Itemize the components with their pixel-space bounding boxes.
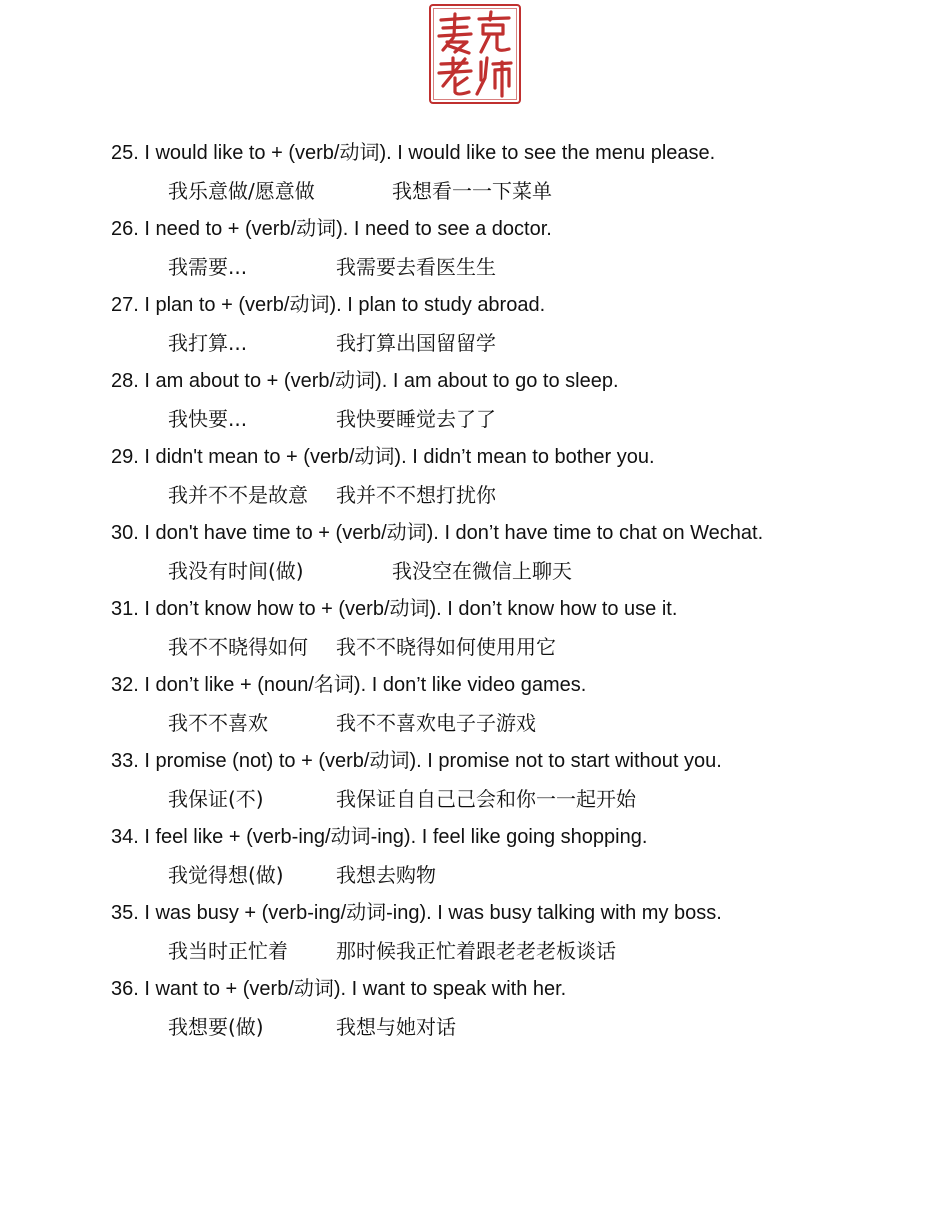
example-zh: 我保证自自己己会和你一一起开始	[336, 787, 636, 811]
pattern-text: I don’t know how to + (verb/动词).	[144, 598, 442, 620]
item-number: 34.	[111, 826, 139, 848]
pattern-line	[111, 214, 552, 244]
item-number: 32.	[111, 674, 139, 696]
pattern-line	[111, 366, 619, 396]
example-zh: 我没空在微信上聊天	[392, 559, 572, 583]
item-number: 30.	[111, 522, 139, 544]
example-text: I promise not to start without you.	[427, 750, 722, 772]
meaning-zh: 我保证(不)	[168, 787, 264, 811]
list-item	[111, 670, 911, 746]
pattern-text: I need to + (verb/动词).	[144, 218, 349, 240]
example-text: I didn’t mean to bother you.	[412, 446, 655, 468]
pattern-text: I feel like + (verb-ing/动词-ing).	[144, 826, 417, 848]
list-item	[111, 822, 911, 898]
list-item	[111, 290, 911, 366]
item-number: 33.	[111, 750, 139, 772]
pattern-line	[111, 442, 655, 472]
example-zh: 我想与她对话	[336, 1015, 456, 1039]
pattern-text: I would like to + (verb/动词).	[144, 142, 392, 164]
item-number: 28.	[111, 370, 139, 392]
list-item	[111, 518, 911, 594]
example-text: I want to speak with her.	[351, 978, 567, 1000]
example-zh: 我不不晓得如何使用用它	[336, 635, 556, 659]
example-text: I am about to go to sleep.	[392, 370, 619, 392]
meaning-zh: 我觉得想(做)	[168, 863, 284, 887]
example-text: I was busy talking with my boss.	[437, 902, 722, 924]
item-number: 36.	[111, 978, 139, 1000]
pattern-text: I don’t like + (noun/名词).	[144, 674, 367, 696]
pattern-line	[111, 974, 566, 1004]
pattern-text: I was busy + (verb-ing/动词-ing).	[144, 902, 432, 924]
list-item	[111, 974, 911, 1050]
example-zh: 我需要去看医生生	[336, 255, 496, 279]
sentence-pattern-list	[111, 138, 911, 1050]
meaning-zh: 我打算...	[168, 331, 248, 355]
pattern-line	[111, 290, 545, 320]
item-number: 29.	[111, 446, 139, 468]
example-zh: 我快要睡觉去了了	[336, 407, 496, 431]
meaning-zh: 我没有时间(做)	[168, 559, 304, 583]
teacher-seal-logo	[429, 4, 521, 104]
meaning-zh: 我不不喜欢	[168, 711, 268, 735]
list-item	[111, 898, 911, 974]
pattern-line	[111, 898, 722, 928]
meaning-zh: 我当时正忙着	[168, 939, 288, 963]
example-zh: 我并不不想打扰你	[336, 483, 496, 507]
pattern-line	[111, 138, 715, 168]
list-item	[111, 138, 911, 214]
example-text: I plan to study abroad.	[347, 294, 546, 316]
meaning-zh: 我并不不是故意	[168, 483, 308, 507]
pattern-text: I am about to + (verb/动词).	[144, 370, 388, 392]
example-zh: 我想看一一下菜单	[392, 179, 552, 203]
example-text: I don’t like video games.	[371, 674, 587, 696]
item-number: 27.	[111, 294, 139, 316]
meaning-zh: 我不不晓得如何	[168, 635, 308, 659]
pattern-text: I want to + (verb/动词).	[144, 978, 347, 1000]
meaning-zh: 我快要...	[168, 407, 248, 431]
example-text: I feel like going shopping.	[421, 826, 648, 848]
meaning-zh: 我乐意做/愿意做	[168, 179, 315, 203]
example-text: I don’t know how to use it.	[447, 598, 678, 620]
seal-calligraphy-icon	[431, 6, 519, 102]
pattern-line	[111, 670, 586, 700]
pattern-text: I don't have time to + (verb/动词).	[144, 522, 439, 544]
meaning-zh: 我需要...	[168, 255, 248, 279]
list-item	[111, 214, 911, 290]
item-number: 26.	[111, 218, 139, 240]
pattern-line	[111, 594, 677, 624]
pattern-text: I promise (not) to + (verb/动词).	[144, 750, 422, 772]
example-text: I don’t have time to chat on Wechat.	[444, 522, 764, 544]
example-text: I would like to see the menu please.	[397, 142, 716, 164]
example-zh: 那时候我正忙着跟老老老板谈话	[336, 939, 616, 963]
example-zh: 我不不喜欢电子子游戏	[336, 711, 536, 735]
item-number: 25.	[111, 142, 139, 164]
list-item	[111, 442, 911, 518]
pattern-line	[111, 822, 647, 852]
list-item	[111, 594, 911, 670]
list-item	[111, 366, 911, 442]
example-zh: 我想去购物	[336, 863, 436, 887]
meaning-zh: 我想要(做)	[168, 1015, 264, 1039]
pattern-text: I didn't mean to + (verb/动词).	[144, 446, 407, 468]
example-text: I need to see a doctor.	[353, 218, 552, 240]
pattern-line	[111, 518, 763, 548]
item-number: 31.	[111, 598, 139, 620]
list-item	[111, 746, 911, 822]
pattern-line	[111, 746, 722, 776]
item-number: 35.	[111, 902, 139, 924]
pattern-text: I plan to + (verb/动词).	[144, 294, 342, 316]
example-zh: 我打算出国留留学	[336, 331, 496, 355]
